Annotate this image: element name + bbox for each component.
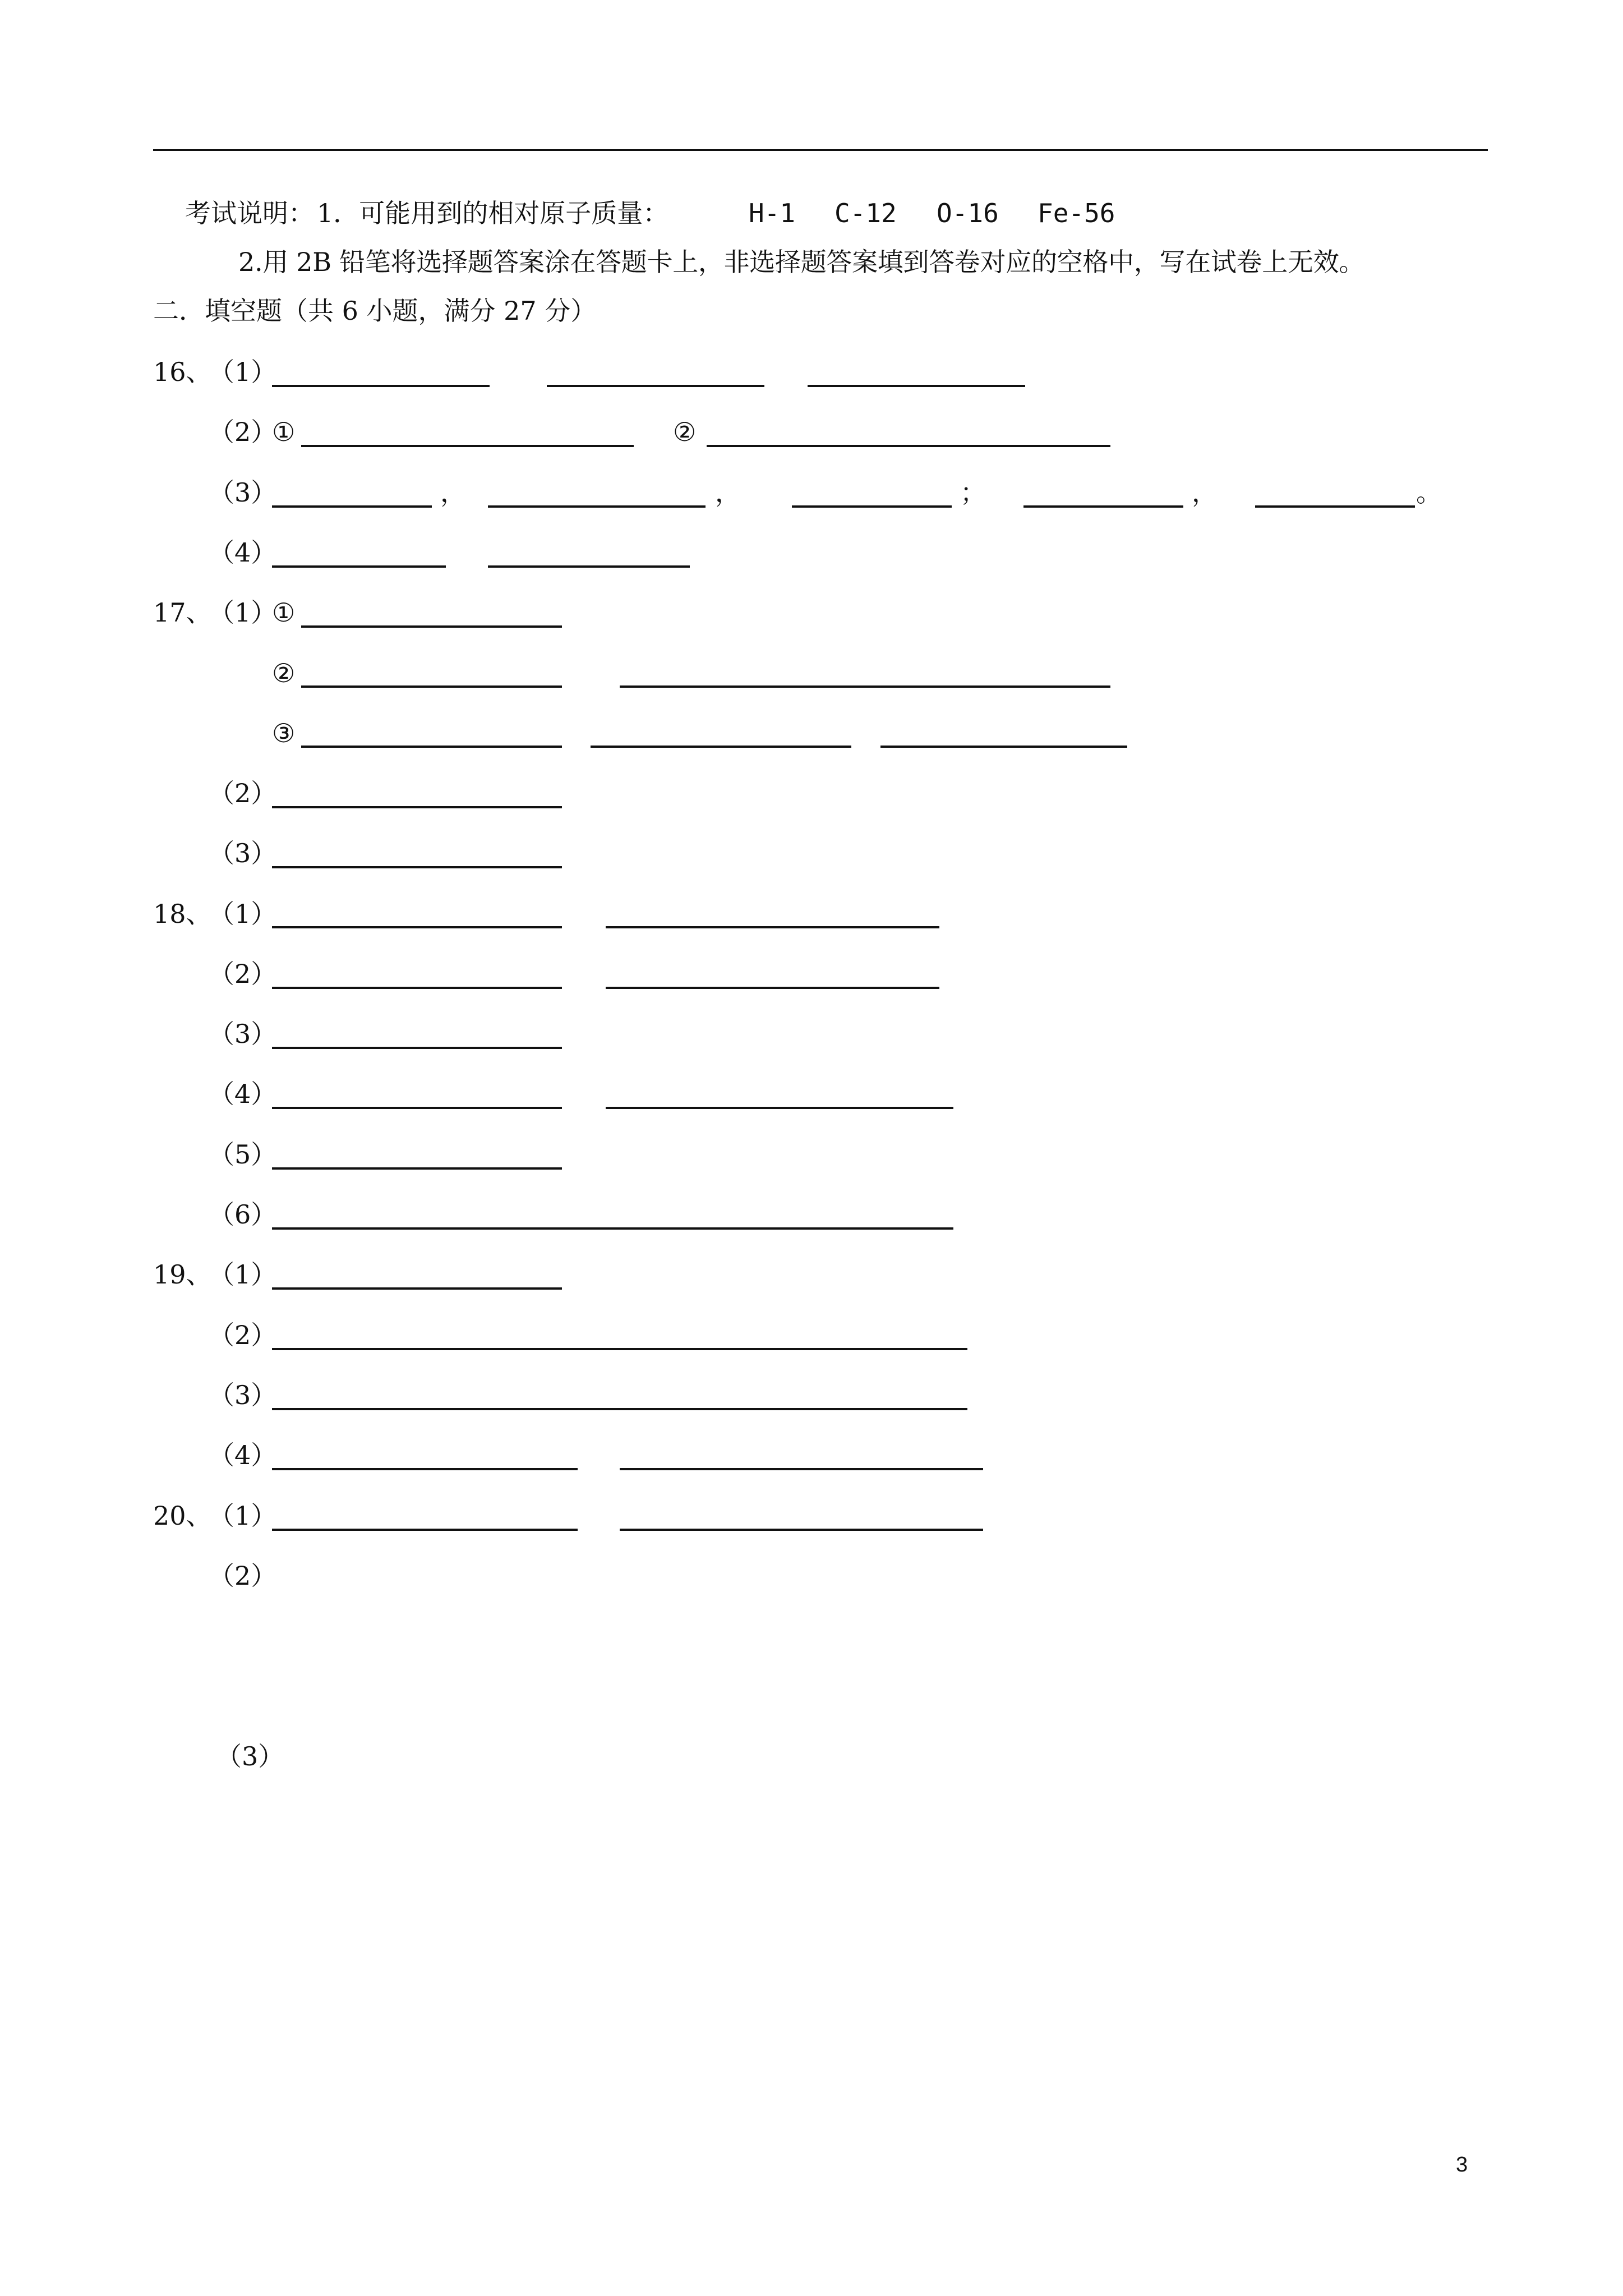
q16-part-1-label: （1）: [209, 357, 277, 387]
q19-part-1-label: （1）: [209, 1259, 277, 1290]
q20-number: 20、: [153, 1501, 212, 1531]
q16-2-marker-b: ②: [673, 417, 697, 447]
q17-1-marker-a: ①: [272, 597, 296, 628]
notes-item-2: 2.用 2B 铅笔将选择题答案涂在答题卡上，非选择题答案填到答卷对应的空格中，写在试卷上无效。: [238, 247, 1365, 277]
q17-number: 17、: [153, 597, 212, 628]
q17-3-blank[interactable]: [272, 866, 562, 868]
atomic-mass-o: O-16: [937, 198, 999, 228]
q18-1-blank-2[interactable]: [606, 926, 939, 928]
q19-3-blank[interactable]: [272, 1408, 967, 1410]
q17-part-1-label: （1）: [209, 597, 277, 628]
q16-3-blank-5[interactable]: [1255, 505, 1415, 508]
q16-number: 16、: [153, 357, 212, 387]
atomic-mass-c: C-12: [834, 198, 897, 228]
q16-1-blank-3[interactable]: [808, 385, 1025, 387]
q16-3-sep-3: ；: [960, 477, 986, 508]
q18-part-6-label: （6）: [209, 1199, 277, 1230]
q18-4-blank-1[interactable]: [272, 1107, 562, 1109]
q17-1-marker-c: ③: [272, 718, 296, 748]
atomic-mass-h: H-1: [749, 198, 796, 228]
q19-part-4-label: （4）: [209, 1440, 277, 1470]
q17-1a-blank[interactable]: [301, 625, 562, 628]
q17-1b-blank-1[interactable]: [301, 685, 562, 688]
q16-3-sep-2: ，: [715, 477, 741, 508]
q19-4-blank-1[interactable]: [272, 1468, 578, 1470]
q18-part-3-label: （3）: [209, 1019, 277, 1049]
q16-3-sep-1: ，: [440, 477, 466, 508]
q16-3-blank-2[interactable]: [488, 505, 706, 508]
q16-3-sep-4: ，: [1192, 477, 1218, 508]
q19-number: 19、: [153, 1259, 212, 1290]
q20-1-blank-2[interactable]: [620, 1529, 983, 1531]
q18-number: 18、: [153, 899, 212, 929]
q20-part-3-label: （3）: [216, 1741, 284, 1772]
q18-1-blank-1[interactable]: [272, 926, 562, 928]
q19-part-2-label: （2）: [209, 1320, 277, 1350]
q18-4-blank-2[interactable]: [606, 1107, 953, 1109]
q20-part-2-label: （2）: [209, 1561, 277, 1591]
q17-2-blank[interactable]: [272, 806, 562, 808]
header-rule: [153, 149, 1488, 151]
q17-1c-blank-2[interactable]: [591, 746, 851, 748]
q19-4-blank-2[interactable]: [620, 1468, 983, 1470]
q19-part-3-label: （3）: [209, 1380, 277, 1410]
q18-part-4-label: （4）: [209, 1079, 277, 1109]
notes-item-1: 1．可能用到的相对原子质量：: [317, 198, 669, 228]
q16-4-blank-2[interactable]: [488, 565, 690, 568]
q16-part-3-label: （3）: [209, 477, 277, 508]
q16-2-blank-2[interactable]: [707, 445, 1110, 447]
q16-1-blank-2[interactable]: [547, 385, 764, 387]
q17-1-marker-b: ②: [272, 658, 296, 688]
q18-2-blank-1[interactable]: [272, 987, 562, 989]
q16-3-blank-3[interactable]: [792, 505, 952, 508]
q16-part-4-label: （4）: [209, 537, 277, 568]
q19-1-blank[interactable]: [272, 1287, 562, 1290]
q18-3-blank[interactable]: [272, 1047, 562, 1049]
atomic-mass-fe: Fe-56: [1038, 198, 1115, 228]
notes-label: 考试说明：: [185, 198, 314, 228]
q18-2-blank-2[interactable]: [606, 987, 939, 989]
q16-part-2-label: （2）: [209, 417, 277, 447]
q19-2-blank[interactable]: [272, 1348, 967, 1350]
q16-2-marker-a: ①: [272, 417, 296, 447]
q18-6-blank[interactable]: [272, 1227, 953, 1230]
q17-1b-blank-2[interactable]: [620, 685, 1110, 688]
q16-1-blank-1[interactable]: [272, 385, 490, 387]
q18-part-5-label: （5）: [209, 1139, 277, 1170]
q16-2-blank-1[interactable]: [301, 445, 634, 447]
q16-3-sep-5: 。: [1416, 477, 1442, 508]
section-title: 二．填空题（共 6 小题，满分 27 分）: [153, 296, 597, 326]
q18-5-blank[interactable]: [272, 1167, 562, 1170]
page-number: 3: [1456, 2153, 1468, 2177]
q17-part-2-label: （2）: [209, 778, 277, 808]
q18-part-1-label: （1）: [209, 899, 277, 929]
q20-part-1-label: （1）: [209, 1501, 277, 1531]
q18-part-2-label: （2）: [209, 959, 277, 989]
q16-3-blank-1[interactable]: [272, 505, 432, 508]
q16-3-blank-4[interactable]: [1023, 505, 1183, 508]
q16-4-blank-1[interactable]: [272, 565, 446, 568]
q17-part-3-label: （3）: [209, 838, 277, 868]
q20-1-blank-1[interactable]: [272, 1529, 578, 1531]
q17-1c-blank-3[interactable]: [880, 746, 1127, 748]
q17-1c-blank-1[interactable]: [301, 746, 562, 748]
